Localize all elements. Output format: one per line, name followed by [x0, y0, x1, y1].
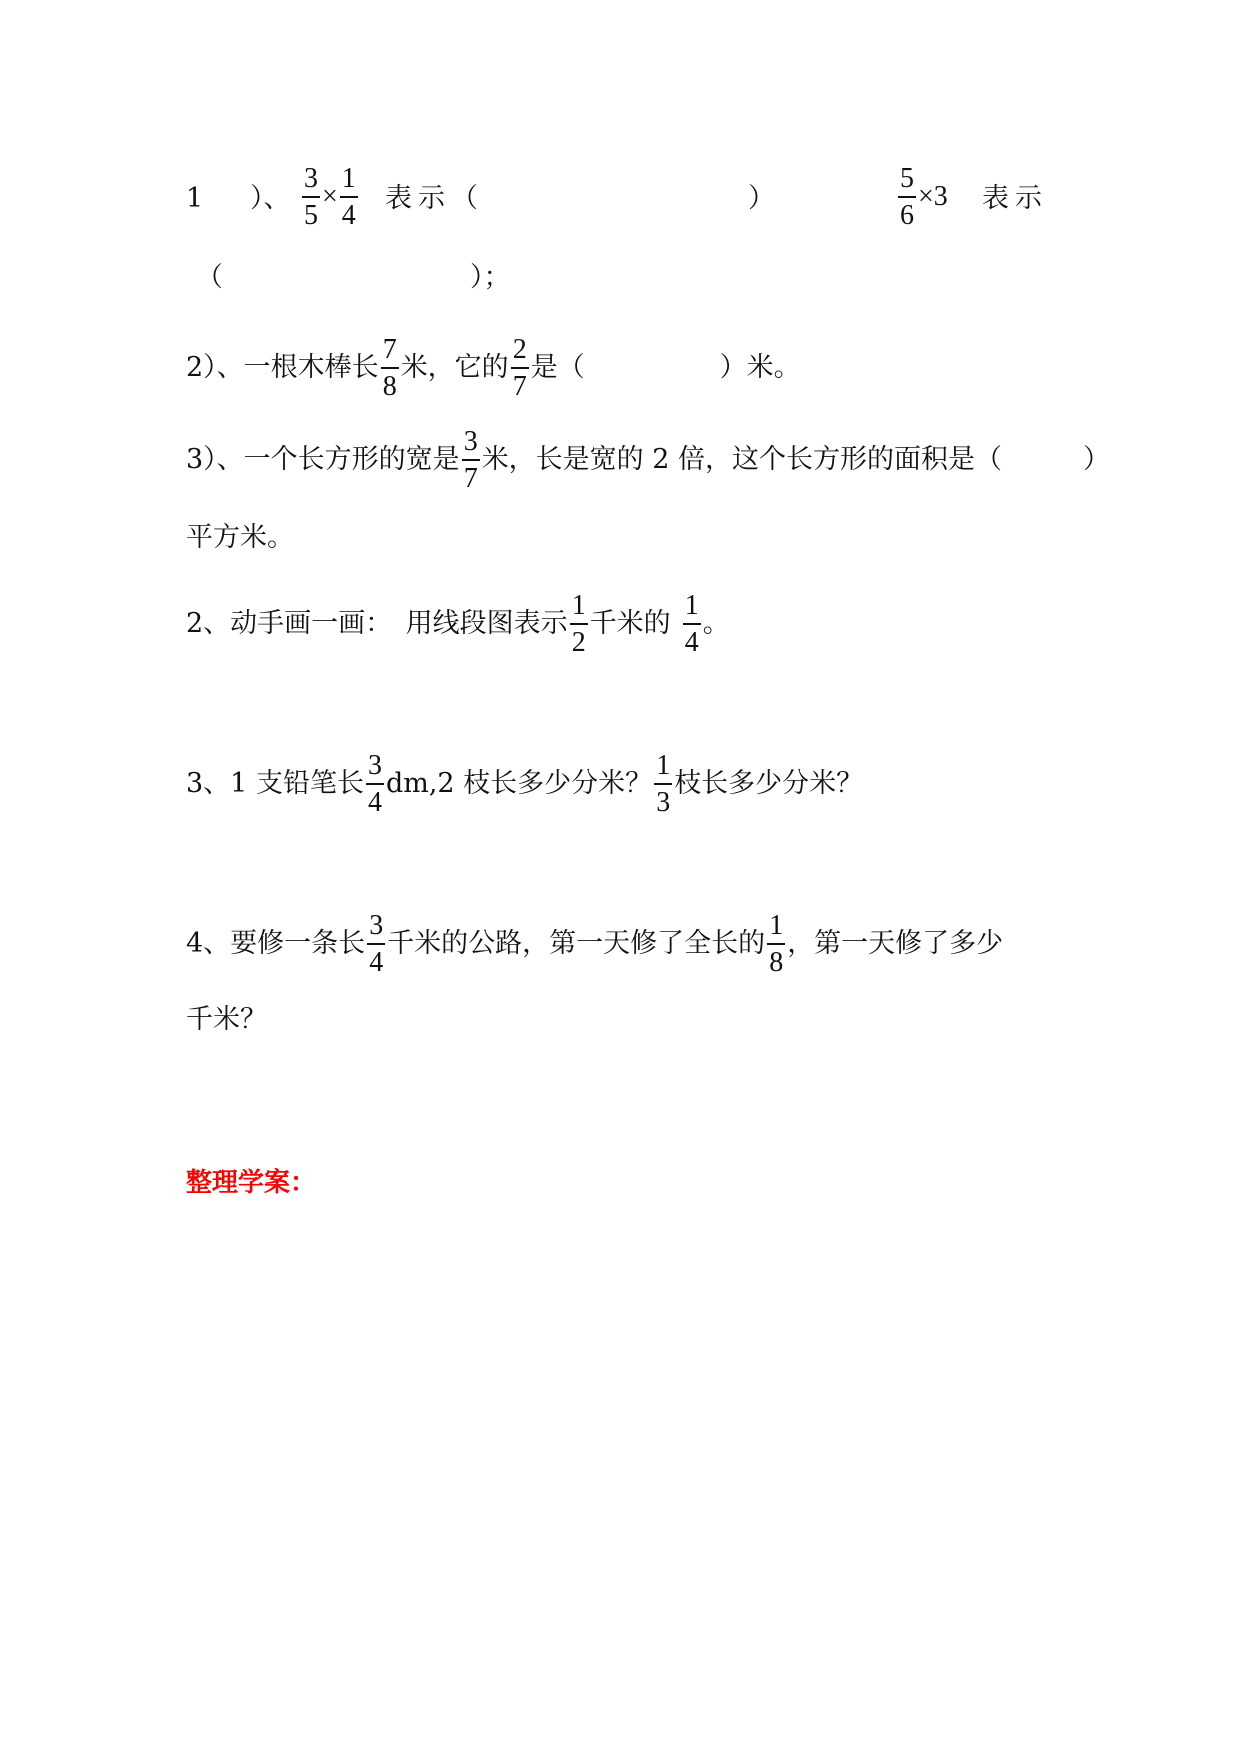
section-heading: 整理学案：: [186, 1168, 317, 1198]
q2-line: 2、动手画一画： 用线段图表示 $\frac{1}{2}$ 千米的 $\frac{1}{4}$ 。: [186, 590, 730, 658]
q3-line: 3、1 支铅笔长 $\frac{3}{4}$ dm,2 枝长多少分米？ $\frac{1}{3}$ 枝长多少分米？: [186, 750, 864, 818]
q1-1-expression-1: [300, 165, 360, 230]
fraction: $\frac{2}{7}$: [512, 334, 527, 402]
fraction: $\frac{1}{3}$: [656, 750, 671, 818]
fraction: $\frac{1}{8}$: [769, 910, 784, 978]
q1-1-means-label-2: 表示: [982, 183, 1048, 214]
fraction: $\frac{3}{4}$: [367, 750, 382, 818]
fraction: $\frac{3}{7}$: [463, 426, 478, 494]
q1-3-line-2: 平方米。: [186, 522, 294, 553]
fraction: $\frac{1}{4}$: [684, 590, 699, 658]
q1-2-line: 2）、一根木棒长 $\frac{7}{8}$ 米，它的 $\frac{2}{7}$ 是（ ）米。: [186, 334, 801, 402]
q4-line: 4、要修一条长 $\frac{3}{4}$ 千米的公路，第一天修了全长的 $\frac{1}{8}$ ，第一天修了多少: [186, 910, 1004, 978]
q1-3-line: 3）、一个长方形的宽是 $\frac{3}{7}$ 米，长是宽的 2 倍，这个长方形的面积是（ ）: [186, 426, 1111, 494]
times-sign: ×: [322, 181, 338, 212]
fraction: $\frac{3}{4}$: [369, 910, 384, 978]
q1-1-separator: ）、: [250, 183, 291, 214]
fraction: $\frac{1}{4}$: [341, 163, 356, 231]
q1-1-close-paren: ）: [748, 183, 775, 214]
q1-1-means-label: 表示（: [385, 183, 484, 214]
times-sign: ×: [918, 181, 934, 212]
q4-line-2: 千米？: [186, 1004, 267, 1035]
fraction: $\frac{1}{2}$: [571, 590, 586, 658]
q1-1-answer-open-paren: （: [196, 262, 223, 293]
q1-1-number: 1: [186, 183, 204, 214]
q1-1-answer-close-paren: ）；: [470, 262, 511, 293]
fraction: $\frac{3}{5}$: [304, 163, 318, 231]
q1-1-expression-2: [896, 165, 948, 230]
multiplier: 3: [933, 181, 948, 212]
fraction: $\frac{5}{6}$: [900, 163, 914, 231]
fraction: $\frac{7}{8}$: [382, 334, 397, 402]
